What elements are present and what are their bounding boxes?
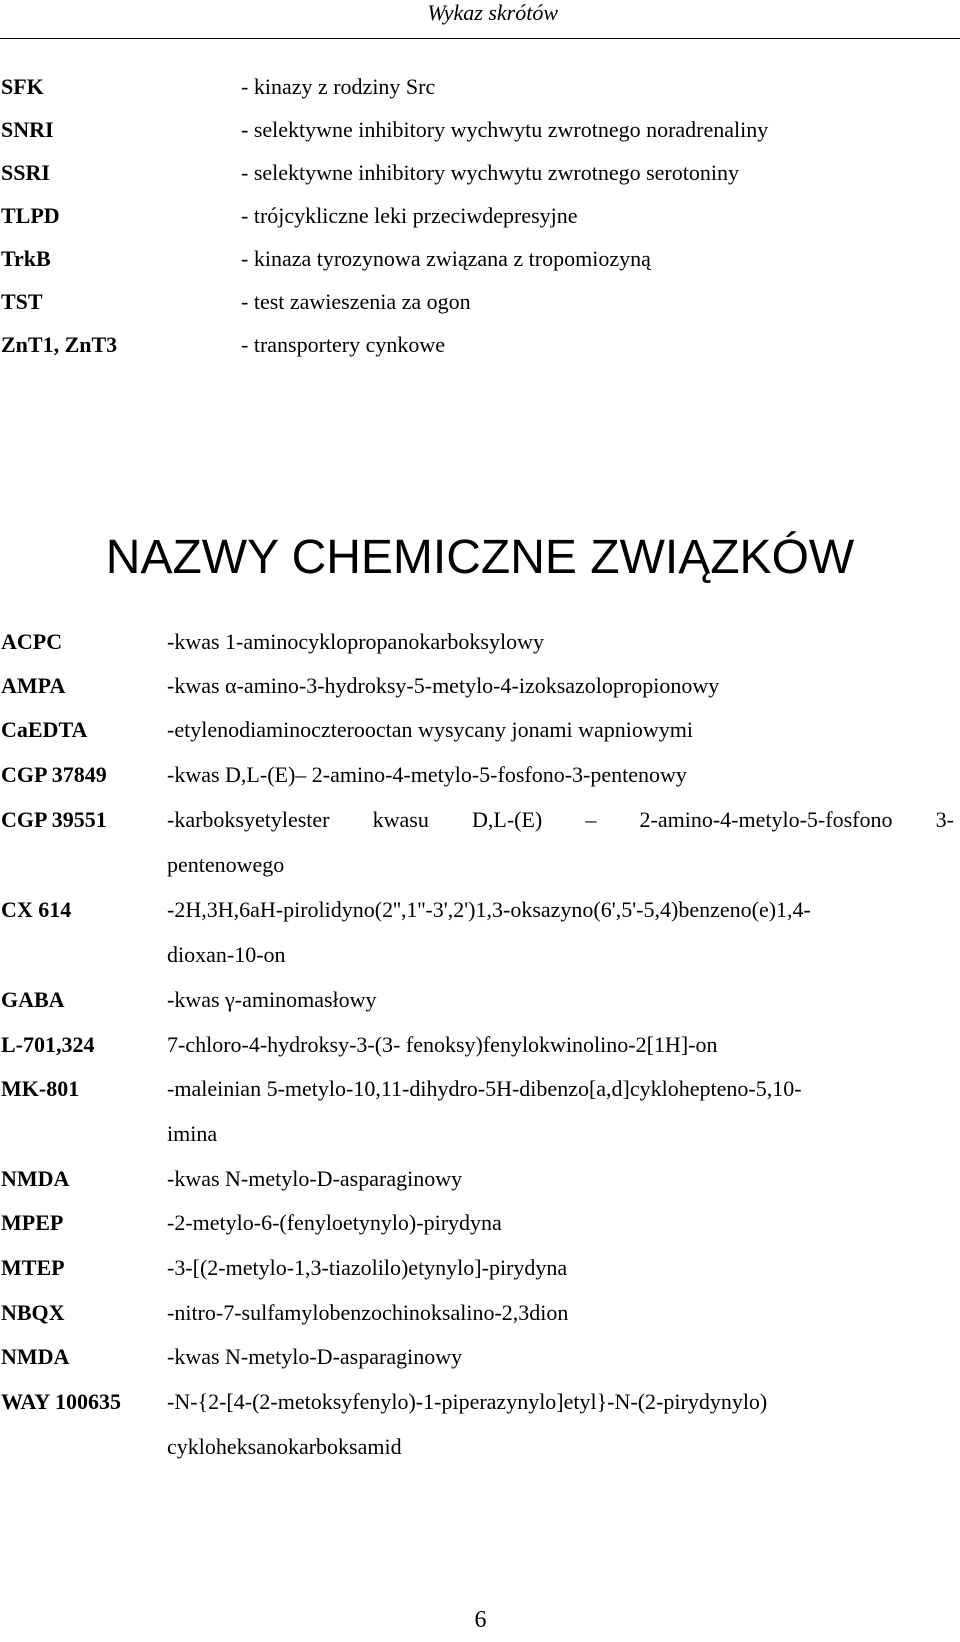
definition-continuation: imina (167, 1121, 218, 1146)
abbreviation: CaEDTA (1, 717, 88, 742)
abbreviation: SSRI (1, 160, 50, 185)
abbreviation: CGP 39551 (1, 807, 107, 832)
abbreviation: CGP 37849 (1, 762, 107, 787)
abbreviation: MTEP (1, 1255, 65, 1280)
definition-continuation: dioxan-10-on (167, 942, 286, 967)
definition: -kwas γ-aminomasłowy (167, 987, 377, 1012)
definition-word: kwasu (372, 807, 429, 832)
abbreviation: TLPD (1, 203, 60, 228)
definition: - kinaza tyrozynowa związana z tropomiozyną (241, 246, 651, 271)
abbreviation: NBQX (1, 1300, 65, 1325)
running-header: Wykaz skrótów (427, 0, 558, 25)
definition: - selektywne inhibitory wychwytu zwrotnego noradrenaliny (241, 117, 769, 142)
abbreviation: ZnT1, ZnT3 (1, 332, 118, 357)
definition: -N-{2-[4-(2-metoksyfenylo)-1-piperazynylo]etyl}-N-(2-pirydynylo) (167, 1389, 768, 1414)
definition: - kinazy z rodziny Src (241, 74, 436, 99)
definition: -etylenodiaminoczterooctan wysycany jonami wapniowymi (167, 717, 694, 742)
definition: -kwas α-amino-3-hydroksy-5-metylo-4-izoksazolopropionowy (167, 673, 720, 698)
definition-continuation: cykloheksanokarboksamid (167, 1434, 402, 1459)
abbreviation: NMDA (1, 1344, 70, 1369)
definition: - test zawieszenia za ogon (241, 289, 471, 314)
definition: -2H,3H,6aH-pirolidyno(2'',1''-3',2')1,3-oksazyno(6',5'-5,4)benzeno(e)1,4- (167, 897, 811, 922)
abbreviation: L-701,324 (1, 1032, 95, 1057)
abbreviation: NMDA (1, 1166, 70, 1191)
abbreviation: MPEP (1, 1210, 64, 1235)
definition: 7-chloro-4-hydroksy-3-(3- fenoksy)fenylokwinolino-2[1H]-on (167, 1032, 718, 1057)
abbreviation: MK-801 (1, 1076, 80, 1101)
section-title: NAZWY CHEMICZNE ZWIĄZKÓW (105, 531, 855, 584)
abbreviation: AMPA (1, 673, 66, 698)
definition-word: 3- (935, 807, 954, 832)
definition: - selektywne inhibitory wychwytu zwrotnego serotoniny (241, 160, 739, 185)
definition: -kwas D,L-(E)– 2-amino-4-metylo-5-fosfono-3-pentenowy (167, 762, 687, 787)
definition-word: 2-amino-4-metylo-5-fosfono (639, 807, 893, 832)
definition: - transportery cynkowe (241, 332, 446, 357)
abbreviation: TST (1, 289, 43, 314)
definition: -kwas 1-aminocyklopropanokarboksylowy (167, 629, 544, 654)
abbreviation: ACPC (1, 629, 63, 654)
page-number: 6 (474, 1607, 487, 1633)
definition: -kwas N-metylo-D-asparaginowy (167, 1166, 463, 1191)
definition-word: -karboksyetylester (167, 807, 330, 832)
abbreviation: GABA (1, 987, 65, 1012)
definition-word: D,L-(E) (472, 807, 543, 832)
definition: - trójcykliczne leki przeciwdepresyjne (241, 203, 578, 228)
abbreviation: WAY 100635 (1, 1389, 122, 1414)
definition: -nitro-7-sulfamylobenzochinoksalino-2,3dion (167, 1300, 569, 1325)
definition: -3-[(2-metylo-1,3-tiazolilo)etynylo]-pirydyna (167, 1255, 568, 1280)
definition: -kwas N-metylo-D-asparaginowy (167, 1344, 463, 1369)
definition-continuation: pentenowego (167, 852, 285, 877)
header-rule (0, 38, 960, 39)
abbreviation: TrkB (1, 246, 51, 271)
definition (167, 797, 954, 842)
abbreviation: SFK (1, 74, 44, 99)
definition: -2-metylo-6-(fenyloetynylo)-pirydyna (167, 1210, 502, 1235)
definition: -maleinian 5-metylo-10,11-dihydro-5H-dibenzo[a,d]cyklohepteno-5,10- (167, 1076, 802, 1101)
definition-word: – (585, 807, 597, 832)
abbreviation: SNRI (1, 117, 54, 142)
abbreviation: CX 614 (1, 897, 72, 922)
